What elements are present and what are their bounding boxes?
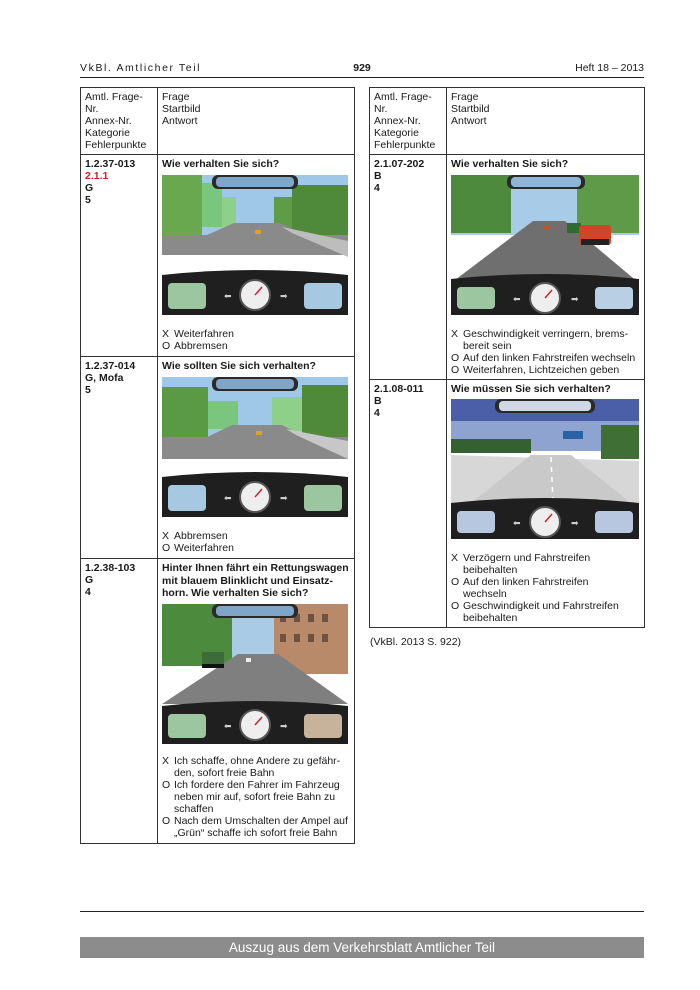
- header-line: Antwort: [162, 115, 198, 127]
- question-table-left: [80, 87, 355, 844]
- answer-option[interactable]: [162, 340, 350, 352]
- answer-mark: X: [451, 327, 459, 340]
- question-number: 1.2.37-013: [85, 158, 136, 170]
- answer-line: Geschwindigkeit und Fahrstreifen: [463, 600, 619, 612]
- question-text: Wie sollten Sie sich verhalten?: [162, 360, 316, 372]
- answer-line: beibehalten: [463, 612, 518, 624]
- answer-line: schaffen: [174, 802, 214, 815]
- question-line: mit blauem Blinklicht und Einsatz-: [162, 574, 333, 587]
- answer-mark: O: [451, 576, 460, 588]
- header-id-cell: [81, 88, 158, 155]
- svg-text:⬅: ⬅: [224, 720, 232, 731]
- answer-mark: O: [451, 600, 460, 612]
- question-number: 1.2.37-014: [85, 360, 136, 372]
- category: B: [374, 394, 382, 407]
- question-id-cell: [81, 155, 158, 357]
- answer-mark: X: [162, 327, 170, 340]
- header-line: Startbild: [451, 103, 490, 115]
- header-line: Amtl. Frage-Nr.: [374, 91, 432, 115]
- start-image: [162, 377, 348, 517]
- category: G: [85, 182, 94, 194]
- category: B: [374, 170, 382, 182]
- answer-line: Ich schaffe, ohne Andere zu gefähr-: [174, 754, 341, 767]
- svg-text:⬅: ⬅: [224, 290, 232, 301]
- error-points: 4: [374, 406, 380, 419]
- svg-text:➡: ➡: [571, 293, 579, 304]
- answer-option[interactable]: [162, 530, 350, 542]
- svg-text:⬅: ⬅: [513, 518, 521, 528]
- error-points: 4: [374, 182, 380, 194]
- table-row: [370, 155, 645, 380]
- header-question-cell: [158, 88, 355, 155]
- answer-list: [162, 755, 350, 839]
- question-cell: [158, 155, 355, 357]
- header-line: Annex-Nr.: [374, 115, 421, 127]
- answer-line: Verzögern und Fahrstreifen: [463, 552, 591, 564]
- svg-text:➡: ➡: [280, 720, 288, 731]
- header-line: Frage: [162, 91, 190, 103]
- question-text: Wie müssen Sie sich verhalten?: [451, 382, 611, 395]
- answer-list: [451, 552, 640, 624]
- question-cell: [158, 559, 355, 844]
- start-image: [451, 399, 639, 539]
- question-cell: [447, 155, 645, 380]
- answer-text: Abbremsen: [174, 339, 228, 352]
- answer-option[interactable]: [162, 815, 350, 839]
- answer-mark: O: [162, 778, 171, 791]
- question-id-cell: [370, 379, 447, 628]
- answer-option[interactable]: [162, 779, 350, 815]
- table-row: [81, 155, 355, 357]
- question-number: 1.2.38-103: [85, 562, 136, 574]
- answer-option[interactable]: [451, 552, 640, 576]
- header-id-cell: [370, 88, 447, 155]
- answer-text: [174, 815, 350, 839]
- header-line: Startbild: [162, 103, 201, 115]
- error-points: 4: [85, 586, 91, 598]
- answer-list: [162, 328, 350, 352]
- svg-text:⬅: ⬅: [513, 293, 521, 304]
- page-header: [80, 62, 644, 76]
- answer-line: wechseln: [463, 588, 507, 600]
- start-image: [451, 175, 639, 315]
- answer-mark: O: [451, 363, 460, 376]
- question-id-cell: [81, 357, 158, 559]
- answer-text: Weiterfahren, Lichtzeichen geben: [463, 363, 620, 376]
- category: G: [85, 574, 94, 586]
- answer-mark: O: [451, 351, 460, 364]
- answer-text: Weiterfahren: [174, 327, 234, 340]
- answer-line: „Grün“ schaffe ich sofort freie Bahn: [174, 826, 338, 839]
- answer-option[interactable]: [451, 352, 640, 364]
- table-row: [81, 559, 355, 844]
- table-header-row: [370, 88, 645, 155]
- question-cell: [447, 379, 645, 628]
- error-points: 5: [85, 384, 91, 396]
- answer-mark: O: [162, 814, 171, 827]
- answer-mark: X: [162, 529, 170, 542]
- question-text: Wie verhalten Sie sich?: [162, 158, 280, 170]
- question-line: horn. Wie verhalten Sie sich?: [162, 587, 309, 599]
- answer-option[interactable]: [162, 542, 350, 554]
- answer-line: Nach dem Umschalten der Ampel auf: [174, 814, 348, 827]
- answer-line: neben mir auf, sofort freie Bahn zu: [174, 790, 336, 803]
- footer-rule: [80, 911, 644, 912]
- question-id-cell: [81, 559, 158, 844]
- start-image: [162, 604, 348, 744]
- answer-text: [463, 328, 640, 352]
- answer-line: den, sofort freie Bahn: [174, 766, 275, 779]
- answer-line: Geschwindigkeit verringern, brems-: [463, 327, 629, 340]
- answer-text: [463, 600, 640, 624]
- answer-mark: O: [162, 339, 171, 352]
- answer-line: Auf den linken Fahrstreifen: [463, 576, 589, 588]
- question-text: Wie verhalten Sie sich?: [451, 158, 569, 170]
- question-table-right: [369, 87, 645, 628]
- answer-option[interactable]: [451, 600, 640, 624]
- answer-line: bereit sein: [463, 339, 512, 352]
- question-cell: [158, 357, 355, 559]
- header-line: Kategorie: [374, 127, 419, 139]
- header-line: Antwort: [451, 115, 487, 127]
- svg-text:➡: ➡: [280, 492, 288, 503]
- answer-option[interactable]: [162, 328, 350, 340]
- answer-line: Ich fordere den Fahrer im Fahrzeug: [174, 778, 340, 791]
- source-reference: (VkBl. 2013 S. 922): [370, 636, 462, 648]
- header-line: Annex-Nr.: [85, 115, 132, 127]
- answer-option[interactable]: [451, 364, 640, 376]
- table-row: [81, 357, 355, 559]
- answer-option[interactable]: [451, 328, 640, 352]
- question-text: [162, 562, 350, 600]
- answer-mark: X: [451, 552, 459, 564]
- header-line: Frage: [451, 91, 479, 103]
- svg-text:➡: ➡: [280, 290, 288, 301]
- question-line: Hinter Ihnen fährt ein Rettungswagen: [162, 562, 349, 574]
- answer-text: Auf den linken Fahrstreifen wechseln: [463, 351, 636, 364]
- question-number: 2.1.07-202: [374, 158, 425, 170]
- table-row: [370, 379, 645, 628]
- header-line: Fehlerpunkte: [85, 139, 147, 151]
- category: G, Mofa: [85, 372, 124, 384]
- question-id-cell: [370, 155, 447, 380]
- answer-text: [463, 552, 640, 576]
- answer-list: [451, 328, 640, 376]
- header-line: Fehlerpunkte: [374, 139, 436, 151]
- start-image: [162, 175, 348, 315]
- header-question-cell: [447, 88, 645, 155]
- annex-number: 2.1.1: [85, 170, 109, 182]
- answer-mark: X: [162, 754, 170, 767]
- svg-text:➡: ➡: [571, 518, 579, 528]
- publication-title: VkBl. Amtlicher Teil: [80, 62, 202, 74]
- header-line: Amtl. Frage-Nr.: [85, 91, 143, 115]
- header-line: Kategorie: [85, 127, 130, 139]
- answer-option[interactable]: [162, 755, 350, 779]
- answer-text: [174, 779, 350, 815]
- answer-text: [463, 576, 640, 600]
- answer-mark: O: [162, 541, 171, 554]
- question-number: 2.1.08-011: [374, 382, 424, 395]
- issue-label: Heft 18 – 2013: [575, 62, 644, 74]
- svg-text:⬅: ⬅: [224, 492, 232, 503]
- answer-text: Weiterfahren: [174, 541, 234, 554]
- answer-list: [162, 530, 350, 554]
- header-rule: [80, 77, 644, 78]
- answer-line: beibehalten: [463, 564, 518, 576]
- page-number: 929: [353, 62, 371, 74]
- table-header-row: [81, 88, 355, 155]
- answer-text: [174, 755, 350, 779]
- footer-banner: Auszug aus dem Verkehrsblatt Amtlicher Teil: [80, 937, 644, 958]
- error-points: 5: [85, 194, 91, 206]
- answer-text: Abbremsen: [174, 529, 228, 542]
- answer-option[interactable]: [451, 576, 640, 600]
